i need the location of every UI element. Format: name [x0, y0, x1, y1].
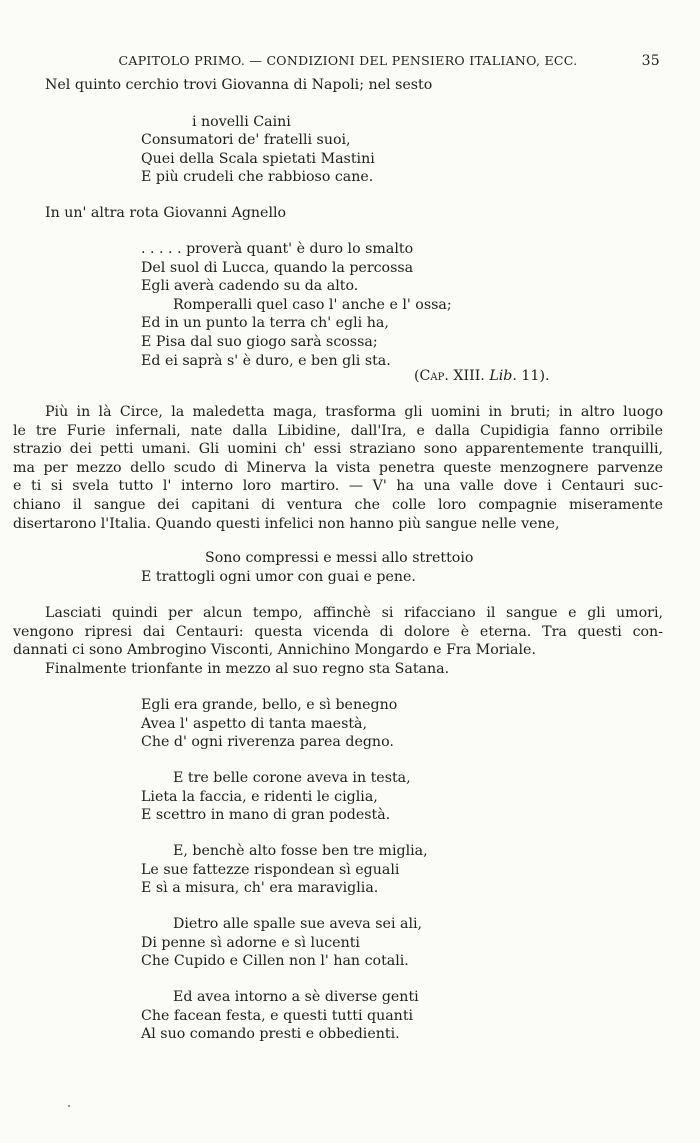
- running-header: [0, 53, 700, 71]
- page-number: 35: [641, 53, 660, 69]
- stanza-5: [141, 988, 419, 1044]
- verse-line: E sì a misura, ch' era maraviglia.: [141, 880, 379, 897]
- citation-cap: Cap.: [419, 368, 449, 384]
- verse-lucca: [141, 240, 452, 370]
- text-line: Più in là Circe, la maledetta maga, trasforma gli uomini in bruti; in altro luogo: [45, 404, 663, 420]
- citation-close: 11).: [516, 368, 550, 384]
- verse-line: Ed avea intorno a sè diverse genti: [173, 989, 419, 1005]
- verse-line: Al suo comando presti e obbedienti.: [141, 1026, 400, 1043]
- verse-line: Ed in un punto la terra ch' egli ha,: [141, 315, 389, 332]
- verse-line: Consumatori de' fratelli suoi,: [141, 132, 351, 148]
- paper-speck: [68, 1105, 70, 1107]
- verse-line: Sono compressi e messi allo strettoio: [205, 550, 474, 566]
- stanza-1: [141, 696, 397, 752]
- verse-strettoio-2: [141, 568, 416, 587]
- verse-line: E, benchè alto fosse ben tre miglia,: [173, 843, 428, 859]
- verse-line: Egli averà cadendo su da alto.: [141, 278, 359, 295]
- text-line: ma per mezzo dello scudo di Minerva la vista penetra queste menzognere parvenze: [13, 459, 663, 476]
- verse-line: E trattogli ogni umor con guai e pene.: [141, 569, 416, 585]
- verse-line: E scettro in mano di gran podestà.: [141, 807, 391, 824]
- text-line: chiano il sangue dei capitani di ventura che colle loro compagnie miseramente: [13, 496, 663, 513]
- paragraph-circe: [13, 403, 663, 533]
- verse-line: Egli era grande, bello, e sì benegno: [141, 697, 398, 713]
- verse-caini-body: [141, 131, 375, 187]
- verse-line: Dietro alle spalle sue aveva sei ali,: [173, 916, 423, 932]
- verse-line: E tre belle corone aveva in testa,: [173, 770, 411, 786]
- citation-num: XIII.: [448, 368, 490, 384]
- verse-line: i novelli Caini: [192, 114, 291, 130]
- verse-strettoio: [205, 549, 473, 568]
- verse-line: . . . . . proverà quant' è duro lo smalto: [141, 241, 414, 257]
- text-line: strazio dei petti umani. Gli uomini ch' essi straziano sono apparentemente tranquilli,: [13, 441, 663, 458]
- verse-line: E Pisa dal suo giogo sarà scossa;: [141, 333, 378, 350]
- paragraph-agnello: In un' altra rota Giovanni Agnello: [45, 205, 287, 221]
- verse-line: Avea l' aspetto di tanta maestà,: [141, 715, 368, 732]
- text-line: vengono ripresi dai Centauri: questa vicenda di dolore è eterna. Tra questi con-: [13, 623, 663, 640]
- running-title: CAPITOLO PRIMO. — CONDIZIONI DEL PENSIERO ITALIANO, ECC.: [118, 53, 578, 68]
- verse-line: Lieta la faccia, e ridenti le ciglia,: [141, 788, 378, 805]
- verse-line: Ed ei saprà s' è duro, e ben gli sta.: [141, 352, 391, 369]
- citation-open: (: [414, 368, 420, 384]
- verse-line: Che Cupido e Cillen non l' han cotali.: [141, 953, 409, 970]
- paragraph-intro: Nel quinto cerchio trovi Giovanna di Napoli; nel sesto: [45, 77, 433, 93]
- verse-caini: [192, 113, 291, 132]
- paragraph-centauri: [13, 604, 663, 660]
- verse-line: Quei della Scala spietati Mastini: [141, 150, 375, 167]
- verse-line: Di penne sì adorne e sì lucenti: [141, 934, 360, 951]
- verse-line: Le sue fattezze rispondean sì eguali: [141, 861, 400, 878]
- text-line: dannati ci sono Ambrogino Visconti, Annichino Mongardo e Fra Moriale.: [13, 642, 536, 659]
- citation-lib: Lib.: [489, 368, 517, 384]
- verse-line: Che facean festa, e questi tutti quanti: [141, 1007, 414, 1024]
- text-line: e ti si svela tutto l' interno loro martiro. — V' ha una valle dove i Centauri suc-: [13, 478, 663, 495]
- text-line: disertarono l'Italia. Quando questi infelici non hanno più sangue nelle vene,: [13, 515, 560, 532]
- stanza-3: [141, 842, 428, 898]
- text-line: Lasciati quindi per alcun tempo, affinchè si rifacciano il sangue e gli umori,: [45, 605, 663, 621]
- verse-line: Del suol di Lucca, quando la percossa: [141, 259, 414, 276]
- verse-line: Che d' ogni riverenza parea degno.: [141, 734, 394, 751]
- stanza-2: [141, 769, 411, 825]
- verse-line: Romperalli quel caso l' anche e l' ossa;: [173, 296, 452, 313]
- text-line: le tre Furie infernali, nate dalla Libidine, dall'Ira, e dalla Cupidigia fanno orribile: [13, 422, 663, 439]
- verse-line: E più crudeli che rabbioso cane.: [141, 169, 374, 186]
- paragraph-satana: Finalmente trionfante in mezzo al suo regno sta Satana.: [45, 661, 450, 677]
- stanza-4: [141, 915, 422, 971]
- citation: [414, 368, 550, 384]
